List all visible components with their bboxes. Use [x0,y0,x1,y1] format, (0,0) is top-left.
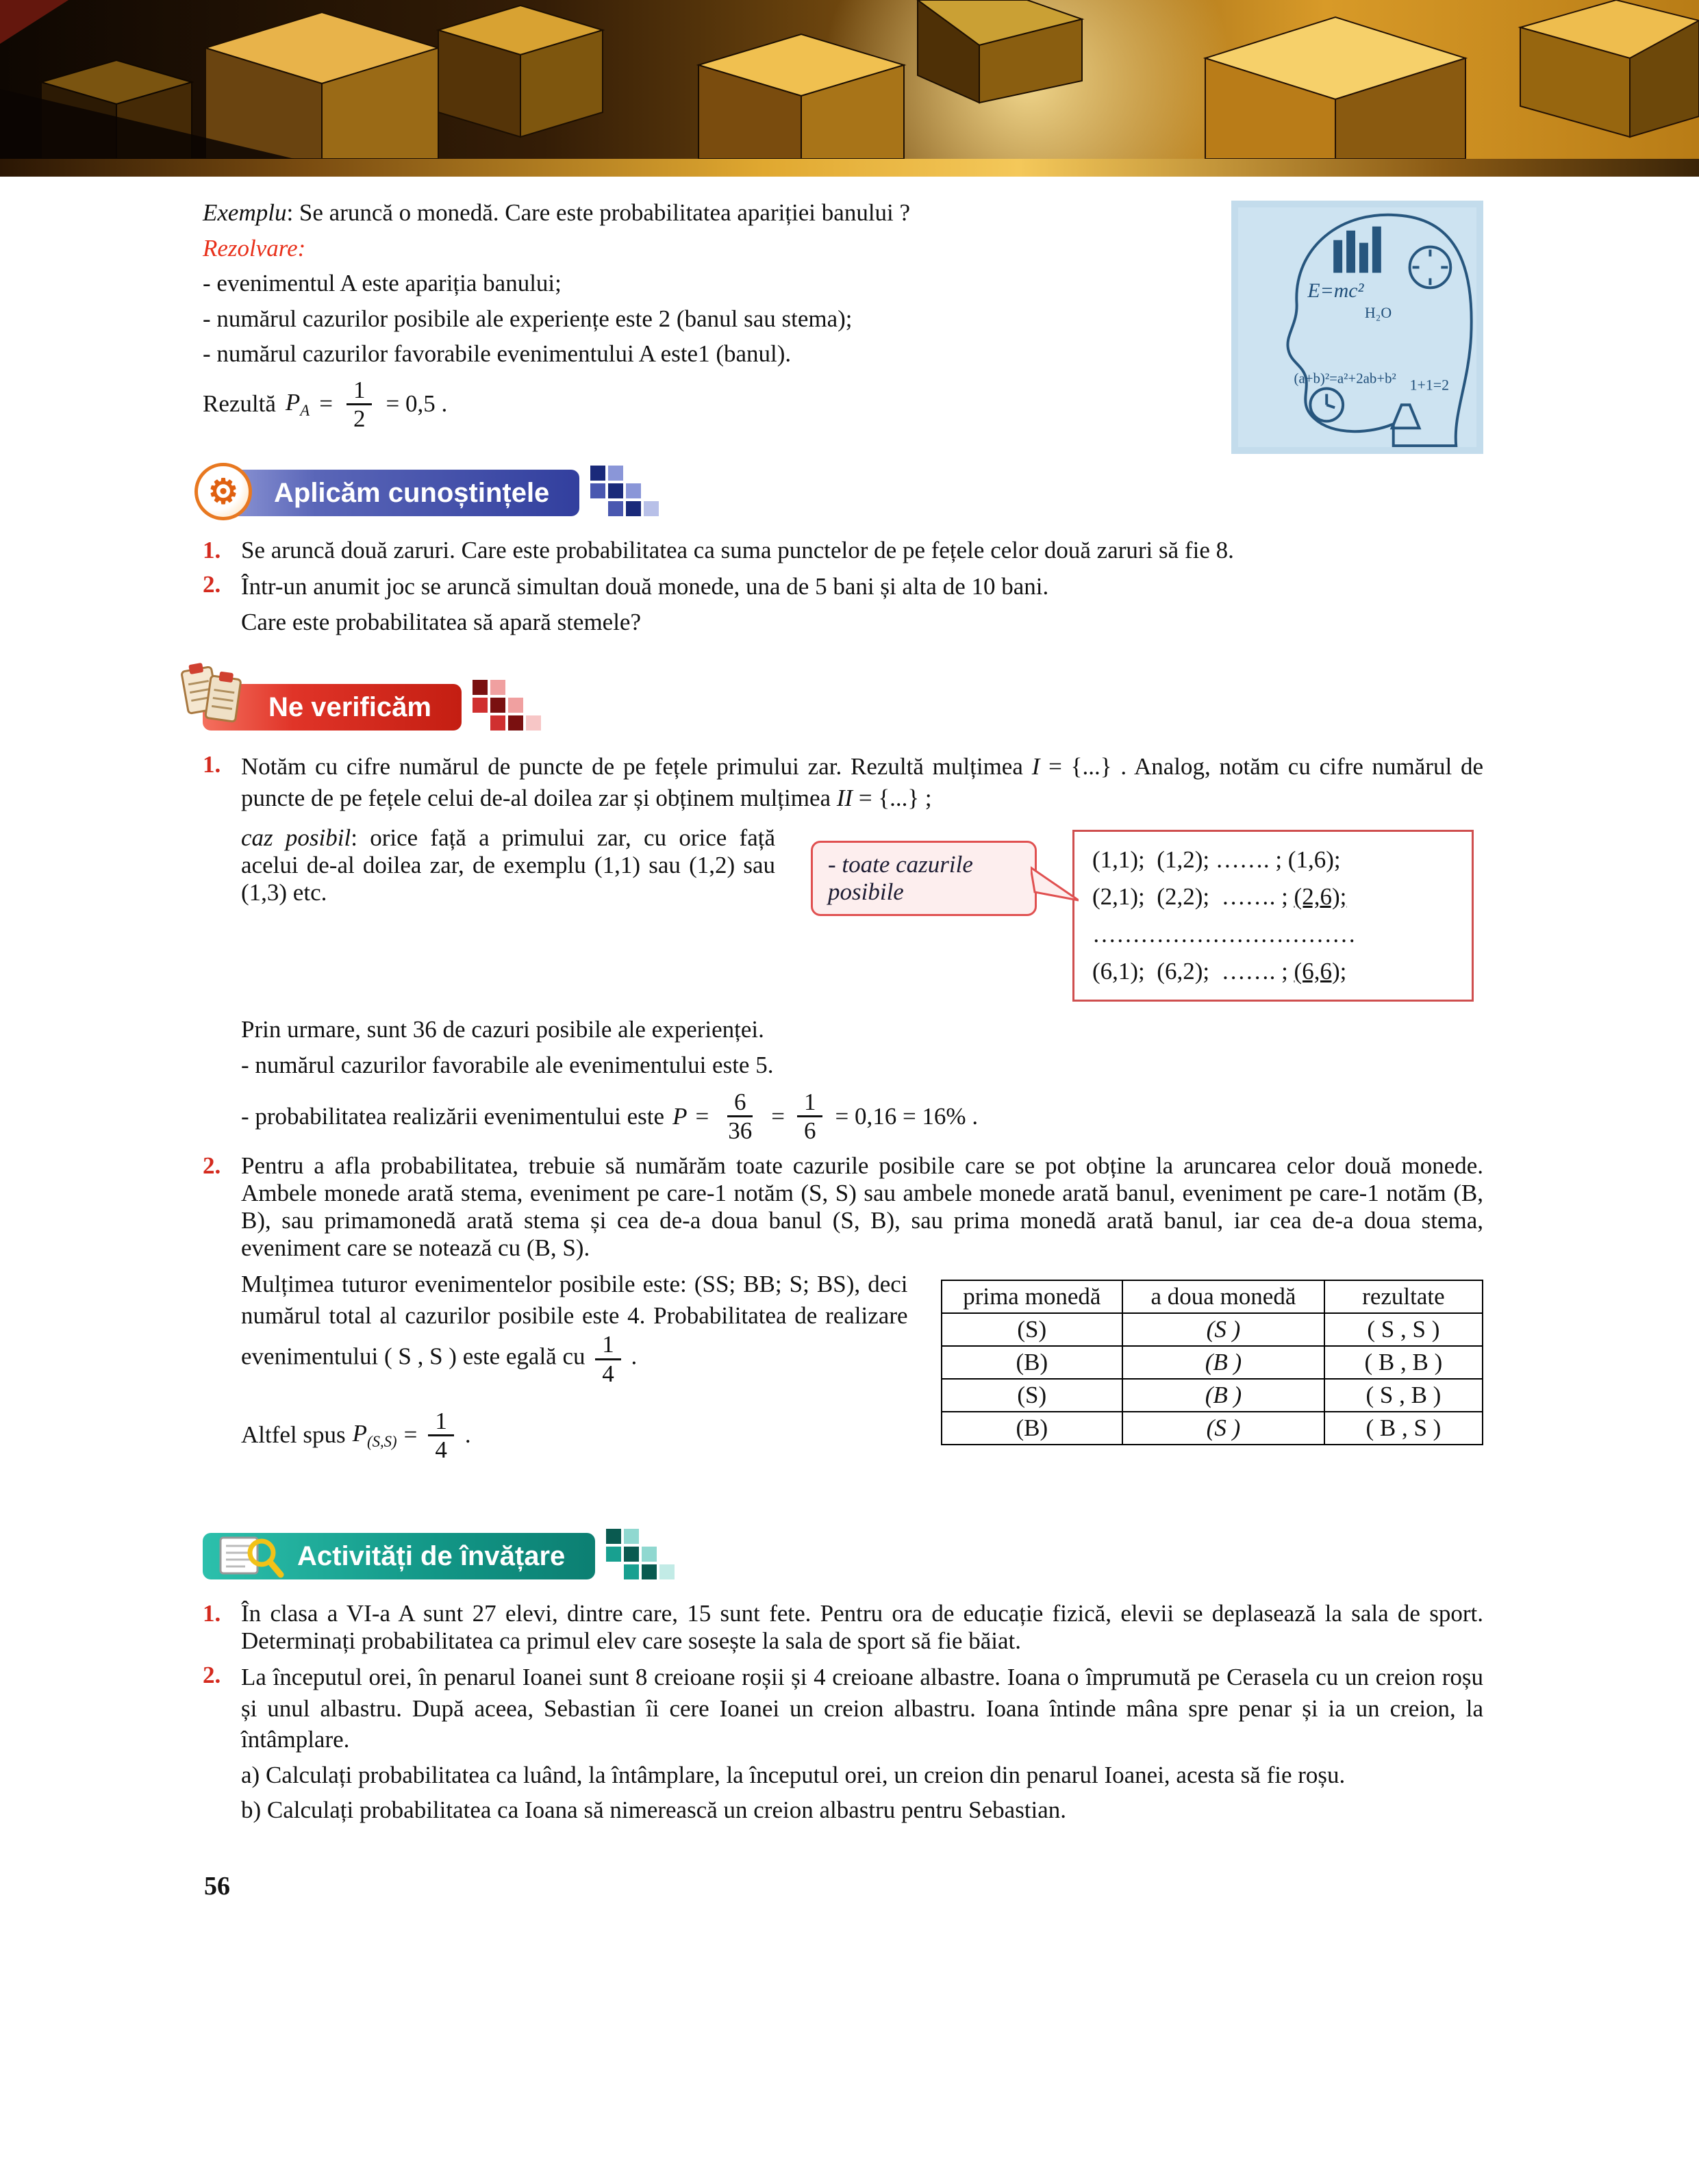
section-title-aplicam: Aplicăm cunoștințele [274,477,550,508]
fraction-6-36: $\frac{6}{36}$ [728,1089,753,1145]
rezolvare-label: Rezolvare: [203,234,306,262]
speech-bubble: - toate cazurile posibile [811,841,1037,916]
table-row: (B) (S ) ( B , S ) [942,1412,1483,1445]
verificam-item-2: 2. Pentru a afla probabilitatea, trebuie să numărăm toate cazurile posibile care se pot obține la aruncarea celor două monede. Ambele monede arată stema, eveniment pe care-1 notăm (S, S) sau ambele monede arată banul, eveniment pe care-1 notăm (B, B), sau primamonedă arată stema și cea de-a doua banul (S, B), sau prima monedă arată banul, iar cea de-a doua stema, eveniment care se notează cu (B, S). [203,1152,1483,1262]
sketch-formula-label: (a+b)²=a²+2ab+b² [1294,370,1396,387]
probability-variable: $P_A$ [285,388,310,419]
page-number: 56 [204,1871,230,1901]
coins-analysis-row [241,1269,1483,1463]
activitati-item-2: 2. La începutul orei, în penarul Ioanei sunt 8 creioane roșii și 4 creioane albastre. Ioana o împrumută pe Cerasela cu un creion roșu și unul albastru. După aceea, Sebastian îi cere Ioanei un creion albastru. Ioana întinde mâna spre penar și ia un creion, la întâmplare. a) Calculați probabilitatea ca luând, la întâmplare, la începutul orei, un creion din penarul Ioanei, acesta să fie roșu. b) Calculați probabilitatea ca Ioana să nimerească un creion albastru pentru Sebastian. [203,1662,1483,1830]
caz-posibil-text: caz posibil: orice față a primului zar, cu orice față acelui de-al doilea zar, de exemplu (1,1) sau (1,2) sau (1,3) etc. [241,824,776,906]
altfel-spus-formula: Altfel spus $P_{(S,S)}$ = $\frac{1}{4}$ . [241,1407,471,1463]
notebook-magnifier-icon [219,1532,285,1580]
clipboard-icon [179,657,248,731]
fraction-1-4: $\frac{1}{4}$ [595,1331,621,1386]
table-row: (S) (S ) ( S , S ) [942,1313,1483,1346]
speech-bubble-tail [1031,862,1079,904]
activitati-banner [203,1533,595,1579]
section-title-verificam: Ne verificăm [268,691,431,722]
table-row: (B) (B ) ( B , B ) [942,1346,1483,1379]
fraction-1-4: $\frac{1}{4}$ [428,1408,454,1463]
prin-urmare-text: Prin urmare, sunt 36 de cazuri posibile ale experienței. [241,1016,764,1043]
probability-ss-variable: $P_{(S,S)}$ [352,1419,397,1450]
example-bullet-1: - evenimentul A este apariția banului; [203,270,562,296]
section-activitati-header [203,1529,1483,1584]
pixel-squares-decoration [473,680,544,735]
table-header-row: prima monedă a doua monedă rezultate [942,1280,1483,1313]
aplicam-item-1: 1. Se aruncă două zaruri. Care este probabilitatea ca suma punctelor de pe fețele celor două zaruri să fie 8. [203,537,1234,563]
example-section [203,197,1483,432]
probability-formula: - probabilitatea realizării evenimentului este P = $\frac{6}{36}$ = $\frac{1}{6}$ = 0,16 = 16% . [241,1089,979,1145]
coins-table [941,1280,1483,1445]
sketch-emc2-label: E=mc² [1307,279,1364,303]
table-row: (S) (B ) ( S , B ) [942,1379,1483,1412]
gear-icon: ⚙ [194,463,252,520]
section-title-activitati: Activități de învățare [297,1540,566,1571]
section-verificam-header [203,680,1483,735]
possible-cases-box: (1,1); (1,2); ……. ; (1,6); (2,1); (2,2); ……. ; (2,6); …………………………… (6,1); (6,2); ……. ; (6,6); [1072,830,1474,1002]
activitati-item-2a: a) Calculați probabilitatea ca luând, la întâmplare, la începutul orei, un creion din penarul Ioanei, acesta să fie roșu. [241,1761,1346,1788]
coins-explanation: Mulțimea tuturor evenimentelor posibile este: (SS; BB; S; BS), deci numărul total al cazurilor posibile este 4. Probabilitatea de realizare evenimentului ( S , S ) este egală cu $\frac{1}{4}$ . Altfel spus $P_{(S,S)}$ = $\frac{1}{4}$ . [241,1271,908,1463]
math-head-sketch-image [1231,200,1483,455]
pixel-squares-decoration [606,1529,677,1584]
activitati-item-2b: b) Calculați probabilitatea ca Ioana să nimerească un creion albastru pentru Sebastian. [241,1796,1067,1824]
example-result-formula: Rezultă $P_A$ = $\frac{1}{2}$ = 0,5 . [203,376,448,432]
verificam-item-1: 1. Notăm cu cifre numărul de puncte de pe fețele primului zar. Rezultă mulțimea I = {...} . Analog, notăm cu cifre numărul de puncte de pe fețele celui de-al doilea zar și obținem mulțimea II = {...} ; [203,751,1483,817]
fraction-one-half: $\frac{1}{2}$ [347,377,373,432]
example-bullet-3: - numărul cazurilor favorabile evenimentului A este1 (banul). [203,340,792,367]
page-content [0,177,1699,1901]
pixel-squares-decoration [590,466,662,520]
aplicam-banner [203,470,579,516]
header-cubes-image [0,0,1699,159]
example-intro: Exemplu: Se aruncă o monedă. Care este probabilitatea apariției banului ? [203,199,911,226]
aplicam-item-2: 2. Într-un anumit joc se aruncă simultan două monede, una de 5 bani și alta de 10 bani. Care este probabilitatea să apară stemele? [203,571,1049,635]
possible-case-row [241,824,1483,1002]
section-aplicam-header [203,466,1483,520]
header-divider [0,159,1699,177]
fraction-1-6: $\frac{1}{6}$ [797,1089,823,1144]
sketch-sum-label: 1+1=2 [1409,377,1450,394]
example-bullet-2: - numărul cazurilor posibile ale experiențe este 2 (banul sau stema); [203,305,853,332]
verificam-1-paragraph: Notăm cu cifre numărul de puncte de pe fețele primului zar. Rezultă mulțimea I = {...} . Analog, notăm cu cifre numărul de puncte de pe fețele celui de-al doilea zar și obținem mulțimea II = {...} ; [241,753,1483,811]
verificam-banner [203,684,462,731]
activitati-item-1: 1. În clasa a VI-a A sunt 27 elevi, dintre care, 15 sunt fete. Pentru ora de educație fizică, elevii se deplasează la sala de sport. Determinați probabilitatea ca primul elev care sosește la sala de sport să fie băiat. [203,1600,1483,1655]
favorable-cases-text: - numărul cazurilor favorabile ale evenimentului este 5. [241,1051,774,1078]
sketch-h2o-label: H₂O [1364,305,1392,322]
example-label: Exemplu [203,199,287,226]
